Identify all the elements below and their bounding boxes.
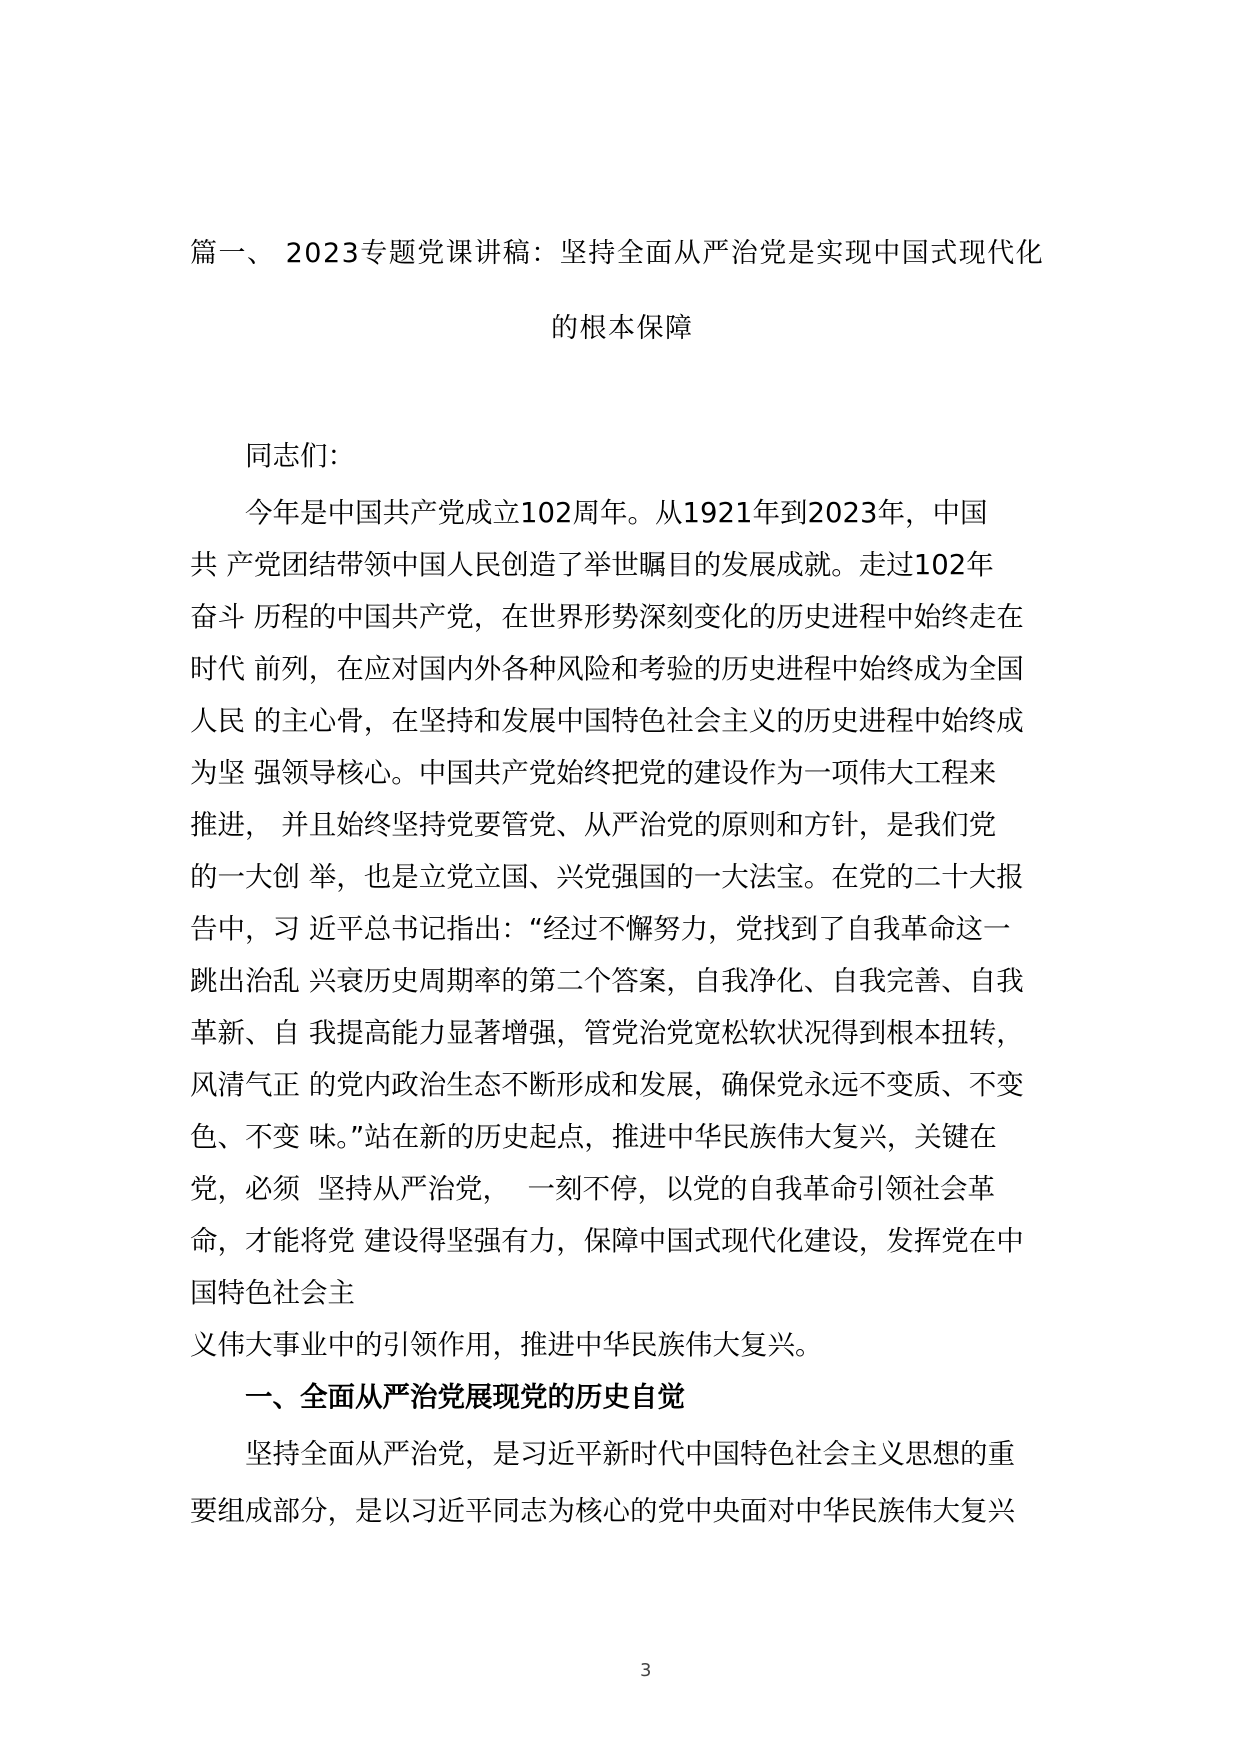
paragraph-line: 告中，习 近平总书记指出：“经过不懈努力，党找到了自我革命这一 <box>190 913 1011 945</box>
document-title-line-1: 篇一、 2023专题党课讲稿：坚持全面从严治党是实现中国式现代化 <box>190 238 1045 269</box>
salutation: 同志们： <box>245 440 355 472</box>
page-number: 3 <box>640 1660 652 1681</box>
paragraph-line: 命，才能将党 建设得坚强有力，保障中国式现代化建设，发挥党在中 <box>190 1225 1024 1257</box>
paragraph-line: 革新、自 我提高能力显著增强，管党治党宽松软状况得到根本扭转， <box>190 1017 1024 1049</box>
paragraph-line: 要组成部分，是以习近平同志为核心的党中央面对中华民族伟大复兴 <box>190 1495 1015 1527</box>
paragraph-line: 今年是中国共产党成立102周年。从1921年到2023年，中国 <box>245 497 988 529</box>
paragraph-line: 人民 的主心骨，在坚持和发展中国特色社会主义的历史进程中始终成 <box>190 705 1024 737</box>
paragraph-line: 奋斗 历程的中国共产党，在世界形势深刻变化的历史进程中始终走在 <box>190 601 1024 633</box>
paragraph-line: 党，必须 坚持从严治党， 一刻不停，以党的自我革命引领社会革 <box>190 1173 995 1205</box>
paragraph-line: 国特色社会主 <box>190 1277 355 1309</box>
document-title-line-2: 的根本保障 <box>551 313 694 344</box>
paragraph-line: 共 产党团结带领中国人民创造了举世瞩目的发展成就。走过102年 <box>190 549 994 581</box>
paragraph-line: 坚持全面从严治党，是习近平新时代中国特色社会主义思想的重 <box>245 1438 1015 1470</box>
paragraph-line: 风清气正 的党内政治生态不断形成和发展，确保党永远不变质、不变 <box>190 1069 1024 1101</box>
paragraph-line: 推进， 并且始终坚持党要管党、从严治党的原则和方针，是我们党 <box>190 809 997 841</box>
paragraph-line: 义伟大事业中的引领作用，推进中华民族伟大复兴。 <box>190 1329 823 1361</box>
section-heading: 一、全面从严治党展现党的历史自觉 <box>245 1381 685 1413</box>
paragraph-line: 为坚 强领导核心。中国共产党始终把党的建设作为一项伟大工程来 <box>190 757 997 789</box>
paragraph-line: 色、不变 味。”站在新的历史起点，推进中华民族伟大复兴，关键在 <box>190 1121 997 1153</box>
paragraph-line: 跳出治乱 兴衰历史周期率的第二个答案，自我净化、自我完善、自我 <box>190 965 1024 997</box>
paragraph-line: 的一大创 举，也是立党立国、兴党强国的一大法宝。在党的二十大报 <box>190 861 1024 893</box>
paragraph-line: 时代 前列，在应对国内外各种风险和考验的历史进程中始终成为全国 <box>190 653 1024 685</box>
